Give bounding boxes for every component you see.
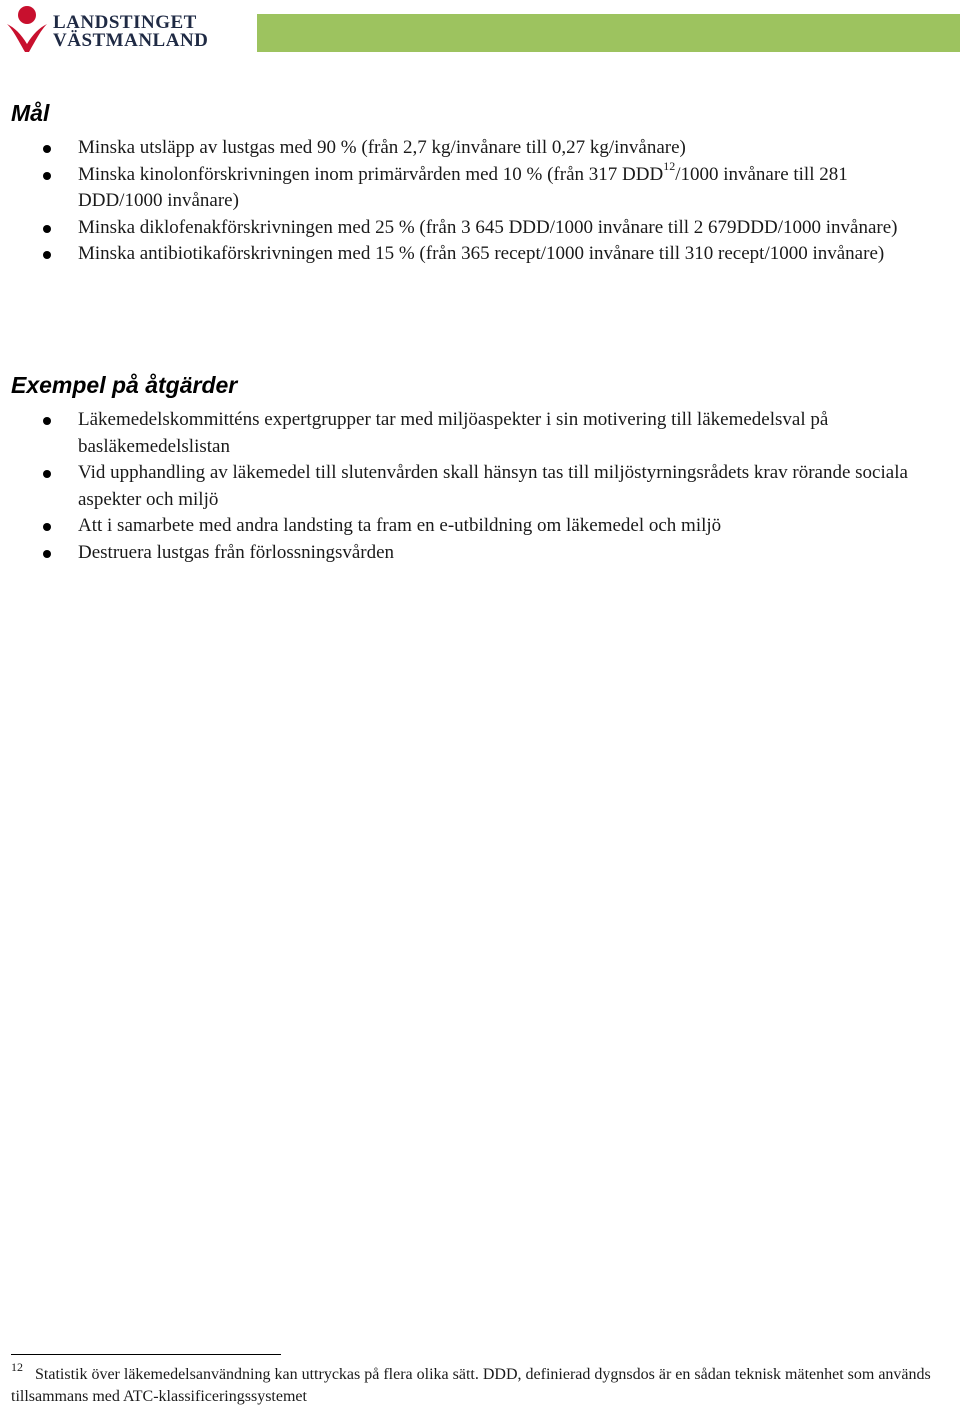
header-green-bar	[257, 14, 960, 52]
bullet-icon	[43, 251, 51, 259]
bullet-icon	[43, 172, 51, 180]
goal-text: Minska diklofenakförskrivningen med 25 % (från 3 645 DDD/1000 invånare till 2 679DDD/1000 invånare)	[78, 216, 898, 238]
goal-text-after: /1000 invånare till 281 DDD/1000 invånare)	[78, 163, 848, 211]
list-item	[0, 159, 920, 215]
action-text: Vid upphandling av läkemedel till slutenvården skall hänsyn tas till miljöstyrningsrådets krav rörande sociala aspekter och miljö	[78, 462, 908, 510]
list-item	[0, 407, 920, 460]
list-item	[0, 241, 920, 268]
footnote-reference[interactable]: 12	[663, 159, 676, 174]
list-item	[0, 135, 920, 162]
logo-line-1: LANDSTINGET	[53, 12, 197, 33]
bullet-icon	[43, 417, 51, 425]
bullet-icon	[43, 550, 51, 558]
goal-text: Minska antibiotikaförskrivningen med 15 % (från 365 recept/1000 invånare till 310 recept/1000 invånare)	[78, 243, 885, 264]
goals-list	[0, 135, 920, 268]
bullet-icon	[43, 523, 51, 531]
action-text: Att i samarbete med andra landsting ta fram en e-utbildning om läkemedel och miljö	[78, 515, 722, 536]
action-text: Destruera lustgas från förlossningsvården	[78, 541, 395, 563]
footnote-separator	[11, 1354, 281, 1355]
goals-heading: Mål	[11, 100, 50, 126]
list-item	[0, 460, 920, 513]
logo-emblem-icon	[3, 4, 51, 54]
list-item	[0, 513, 920, 540]
footnote-text: Statistik över läkemedelsanvändning kan uttryckas på flera olika sätt. DDD, definierad dygnsdos är en sådan teknisk mätenhet som används tillsammans med ATC-klassificeringssystemet	[11, 1366, 931, 1405]
list-item	[0, 540, 920, 567]
goal-text: Minska utsläpp av lustgas med 90 % (från 2,7 kg/invånare till 0,27 kg/invånare)	[78, 137, 686, 158]
actions-list	[0, 407, 920, 566]
action-text: Läkemedelskommitténs expertgrupper tar med miljöaspekter i sin motivering till läkemedelsval på basläkemedelslistan	[78, 409, 829, 457]
footnote-number: 12	[11, 1360, 23, 1374]
footnote	[11, 1360, 941, 1408]
logo-line-2: VÄSTMANLAND	[53, 30, 209, 51]
bullet-icon	[43, 225, 51, 233]
actions-heading: Exempel på åtgärder	[11, 372, 238, 398]
list-item	[0, 215, 920, 242]
landstinget-logo	[3, 4, 209, 54]
bullet-icon	[43, 470, 51, 478]
bullet-icon	[43, 145, 51, 153]
goal-text-before: Minska kinolonförskrivningen inom primärvården med 10 % (från 317 DDD	[78, 163, 664, 185]
